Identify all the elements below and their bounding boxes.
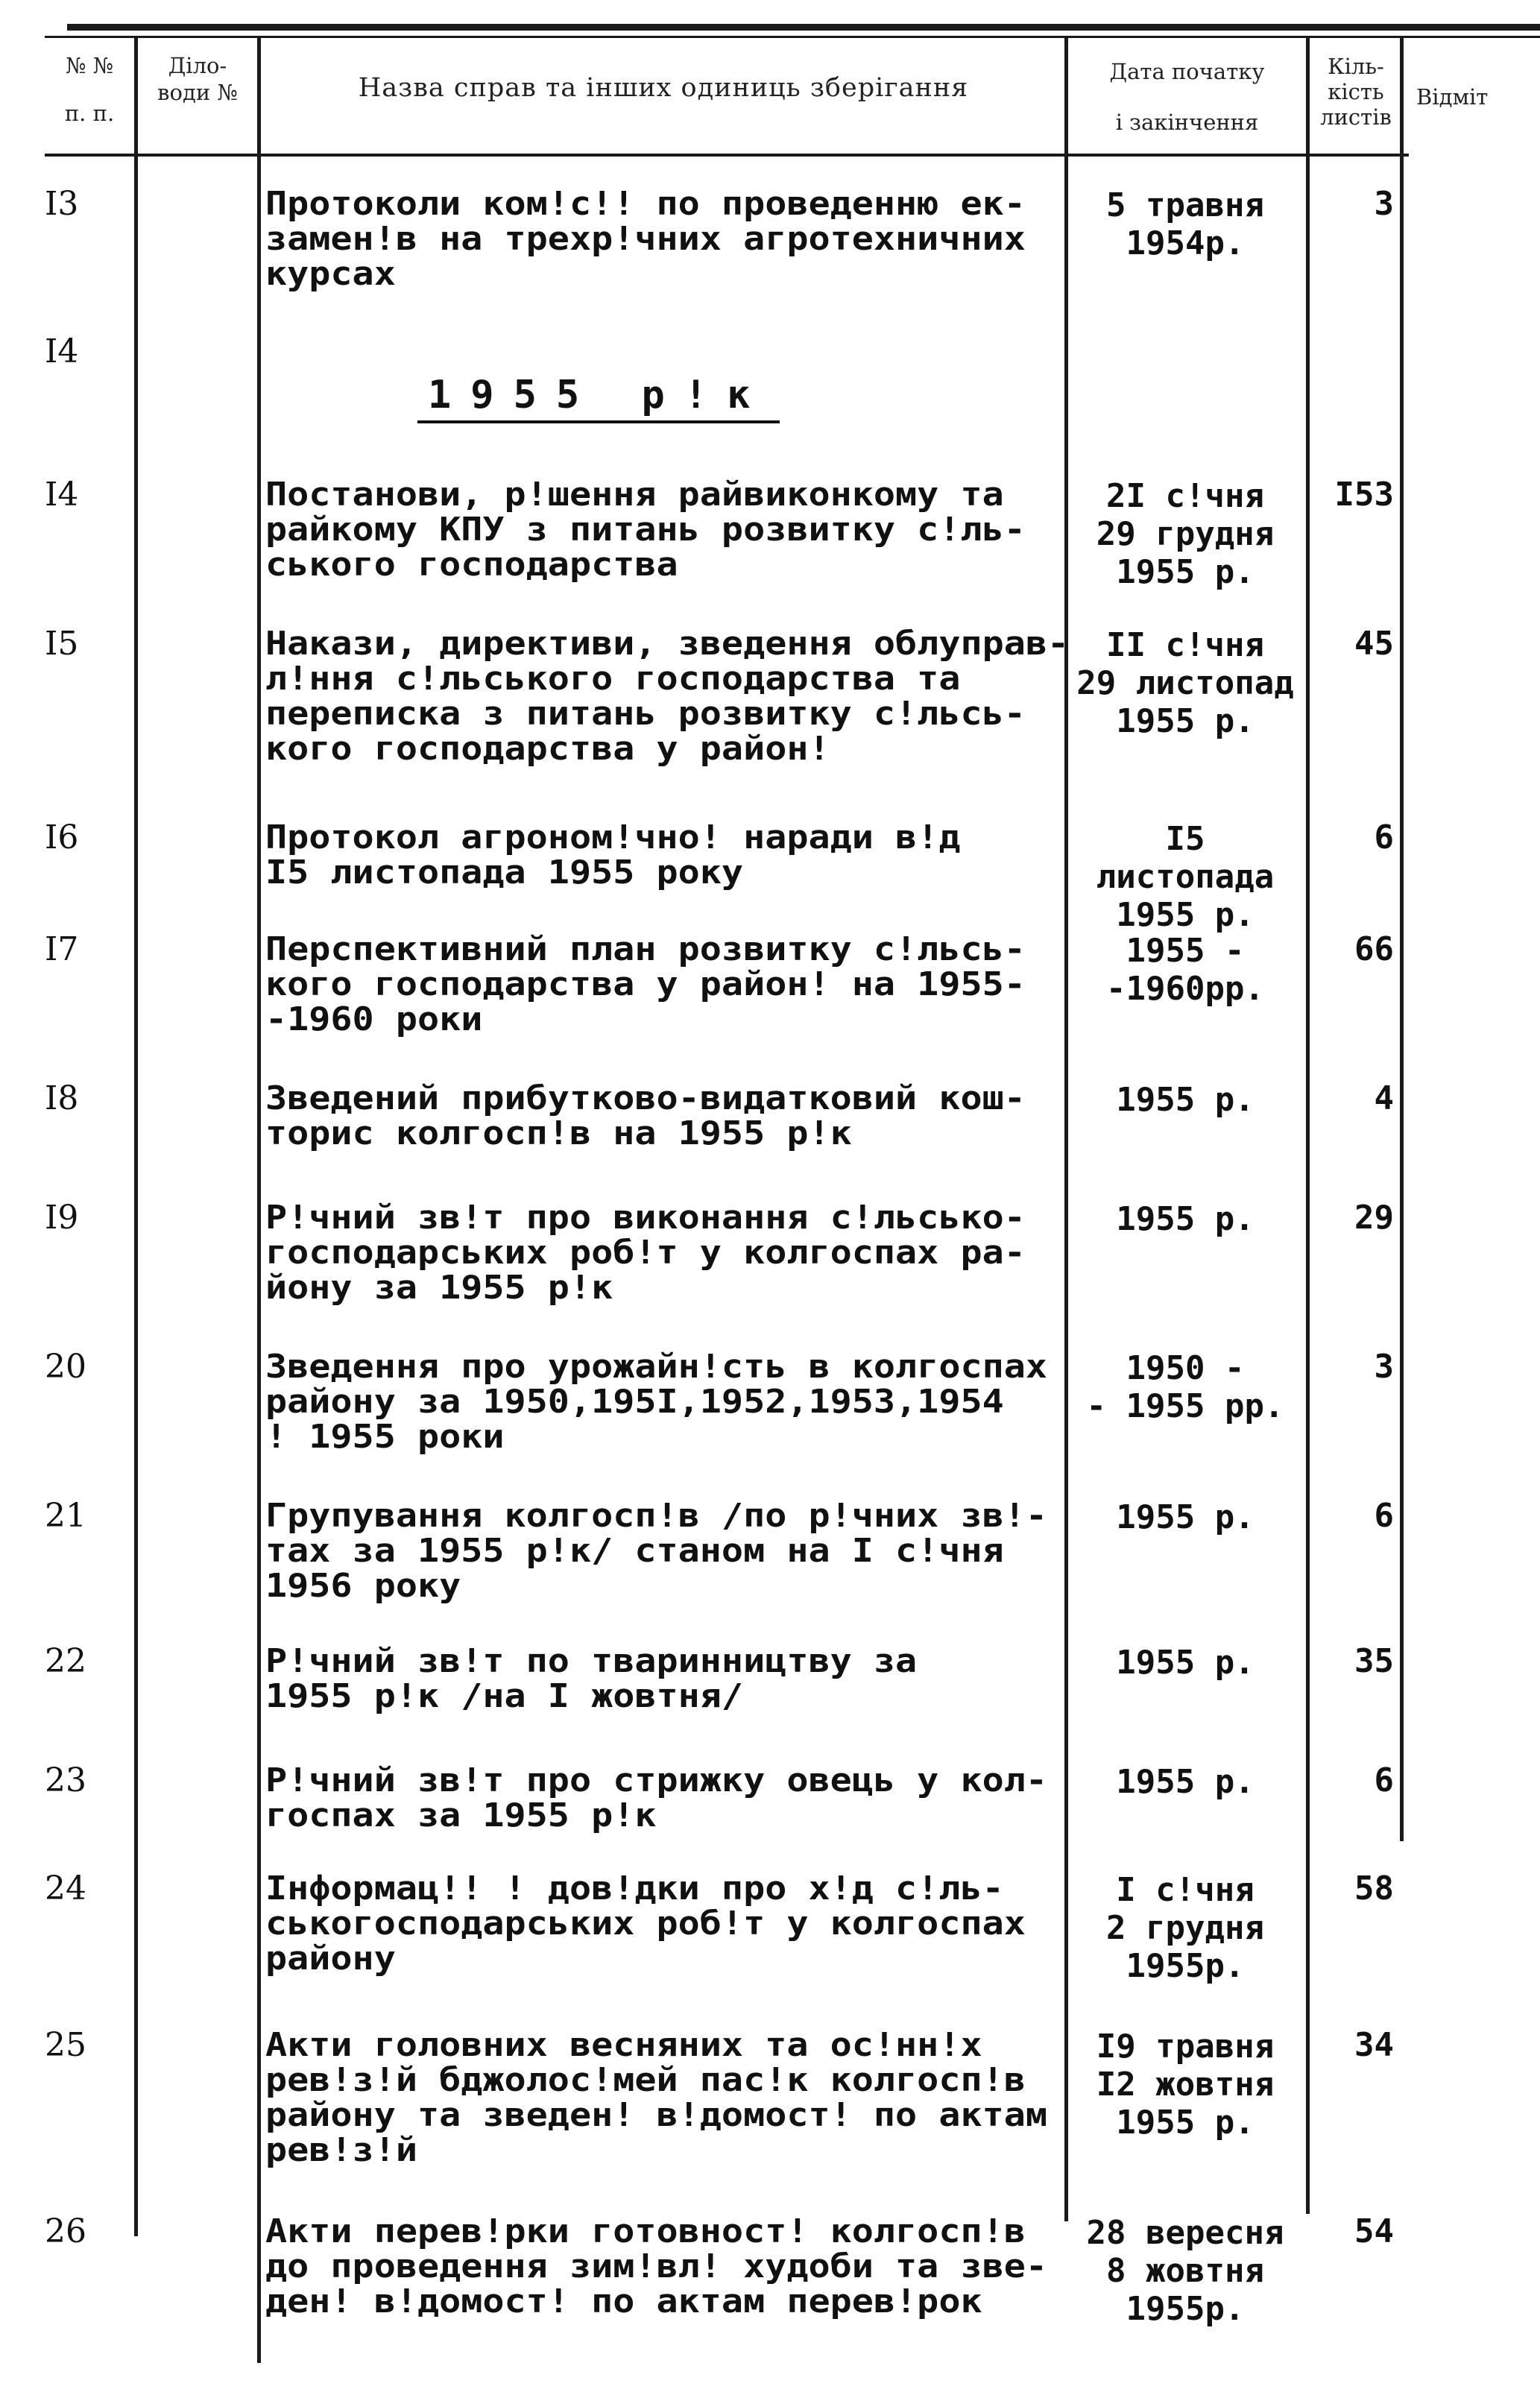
row-description: Постанови, р!шення райвиконкому та райкому КПУ з питань розвитку с!ль- ського господарства [265,476,1026,584]
header-count [1312,54,1400,130]
column-line-4 [1306,37,1310,2214]
row-date-line: 28 вересня [1086,2214,1284,2252]
year-heading-num: I4 [45,332,79,370]
row-number: I9 [45,1199,79,1237]
top-rule [67,24,1540,31]
row-date-line: 1954р. [1126,224,1245,262]
header-notes-text: Відміт [1416,84,1489,110]
row-date [1073,626,1297,740]
row-number: I5 [45,625,79,663]
column-line-5 [1400,37,1404,1841]
row-sheet-count: 34 [1354,2026,1394,2064]
row-date [1073,1644,1297,1682]
row-date-line: 1955 р. [1116,1644,1255,1682]
row-date-line: I5 листопада [1096,820,1275,896]
row-description: Групування колгосп!в /по р!чних зв!- тах за 1955 р!к/ станом на I с!чня 1956 року [265,1497,1048,1605]
row-number: 20 [45,1348,86,1386]
row-description: Накази, директиви, зведення облупрaв- л!ння с!льського господарства та переписка з питань розвитку с!льсь- кого господарства у район! [265,625,1070,768]
header-name-text: Назва справ та інших одиниць зберігання [358,73,969,103]
header-office-line1: Діло- [168,53,227,78]
row-date-line: 1955 р. [1116,553,1255,591]
row-number: 26 [45,2212,86,2250]
row-sheet-count: 6 [1374,1497,1394,1535]
row-date [1073,477,1297,591]
row-date-line: 29 листопад [1076,664,1294,702]
row-date [1073,2214,1297,2328]
row-description: Зведений прибутково-видатковий кош- торис колгосп!в на 1955 р!к [265,1079,1026,1152]
row-description: Протокол агроном!чно! наради в!д I5 листопада 1955 року [265,818,961,892]
row-date-line: -1960рр. [1106,970,1264,1008]
row-date [1073,932,1297,1008]
row-date [1073,186,1297,262]
row-date [1073,1200,1297,1238]
row-description: Акти перев!рки готовност! колгосп!в до проведення зим!вл! худоби та зве- ден! в!домост! по актам перев!рок [265,2212,1048,2320]
row-number: I6 [45,818,79,856]
row-sheet-count: 35 [1354,1642,1394,1680]
row-description: Зведення про урожайн!сть в колгоспах району за 1950,195I,1952,1953,1954 ! 1955 роки [265,1348,1048,1456]
header-name [265,75,1062,101]
column-line-1 [134,37,138,2236]
row-date-line: 5 травня [1106,186,1264,224]
header-date [1070,58,1304,136]
header-count-line2: кість [1328,79,1384,104]
row-date [1073,1081,1297,1119]
row-sheet-count: 6 [1374,818,1394,856]
row-date-line: 1955 р. [1116,896,1255,934]
row-date-line: - 1955 рр. [1086,1387,1284,1425]
row-sheet-count: 66 [1354,930,1394,968]
header-num-line2: п. п. [64,101,115,126]
row-sheet-count: 3 [1374,1348,1394,1386]
row-description: Акти головних весняних та ос!нн!х рев!з!й бджолос!мей пас!к колгосп!в району та зведен! в!домост! по актам рев!з!й [265,2026,1048,2169]
row-sheet-count: I53 [1334,476,1394,514]
year-heading: 1955 р!к [417,373,780,423]
header-date-line1: Дата початку [1109,59,1265,84]
row-date [1073,1871,1297,1985]
row-sheet-count: 3 [1374,185,1394,223]
header-date-line2: і закінчення [1115,110,1259,135]
row-date-line: I9 травня [1096,2028,1275,2066]
row-date-line: 1955 р. [1116,2104,1255,2142]
row-date-line: 2 грудня [1106,1909,1264,1947]
column-line-2 [257,37,261,2363]
row-date [1073,1498,1297,1536]
column-line-3 [1064,37,1068,2221]
row-description: Інформац!! ! дов!дки про х!д с!ль- ськогосподарських роб!т у колгоспах району [265,1870,1026,1978]
row-date [1073,820,1297,934]
row-description: Р!чний зв!т про виконання с!льсько- господарських роб!т у колгоспах ра- йону за 1955 р!к [265,1199,1026,1307]
row-number: 23 [45,1761,86,1799]
row-date [1073,2028,1297,2142]
row-number: 24 [45,1870,86,1908]
row-number: I4 [45,476,79,514]
header-bottom-rule [45,154,1409,157]
row-number: 22 [45,1642,86,1680]
row-sheet-count: 45 [1354,625,1394,663]
row-date-line: 2I с!чня [1106,477,1264,515]
row-date-line: 1950 - [1126,1349,1245,1387]
row-date-line: 1955 р. [1116,1200,1255,1238]
row-number: I3 [45,185,79,223]
row-description: Р!чний зв!т по тваринництву за 1955 р!к /на I жовтня/ [265,1642,918,1715]
row-sheet-count: 29 [1354,1199,1394,1237]
row-date [1073,1763,1297,1801]
row-sheet-count: 58 [1354,1870,1394,1908]
header-notes [1416,83,1540,110]
header-office [142,52,253,106]
row-date-line: I с!чня [1116,1871,1255,1909]
row-date-line: 1955 р. [1116,1081,1255,1119]
row-number: 21 [45,1497,86,1535]
header-office-line2: води № [157,80,238,105]
row-number: I8 [45,1079,79,1117]
header-count-line1: Кіль- [1328,54,1384,79]
row-sheet-count: 4 [1374,1079,1394,1117]
row-date-line: I2 жовтня [1096,2066,1275,2104]
row-date-line: 1955 - [1126,932,1245,970]
header-num [45,52,134,127]
row-date-line: 1955 р. [1116,702,1255,740]
row-number: 25 [45,2026,86,2064]
row-description: Р!чний зв!т про стрижку овець у кол- госпах за 1955 р!к [265,1761,1048,1834]
row-date-line: 29 грудня [1096,515,1275,553]
row-date-line: 1955 р. [1116,1763,1255,1801]
row-date [1073,1349,1297,1425]
row-date-line: 8 жовтня [1106,2252,1264,2290]
row-description: Перспективний план розвитку с!льсь- кого господарства у район! на 1955- -1960 роки [265,930,1026,1038]
row-date-line: 1955р. [1126,2290,1245,2328]
row-description: Протоколи ком!с!! по проведенню ек- замен!в на трехр!чних агротехничних курсах [265,185,1026,293]
row-sheet-count: 6 [1374,1761,1394,1799]
header-count-line3: листів [1320,104,1392,130]
header-num-line1: № № [65,53,114,78]
row-date-line: II с!чня [1106,626,1264,664]
row-number: I7 [45,930,79,968]
row-sheet-count: 54 [1354,2212,1394,2250]
top-rule-thin [45,36,1540,38]
row-date-line: 1955 р. [1116,1498,1255,1536]
row-date-line: 1955р. [1126,1947,1245,1985]
